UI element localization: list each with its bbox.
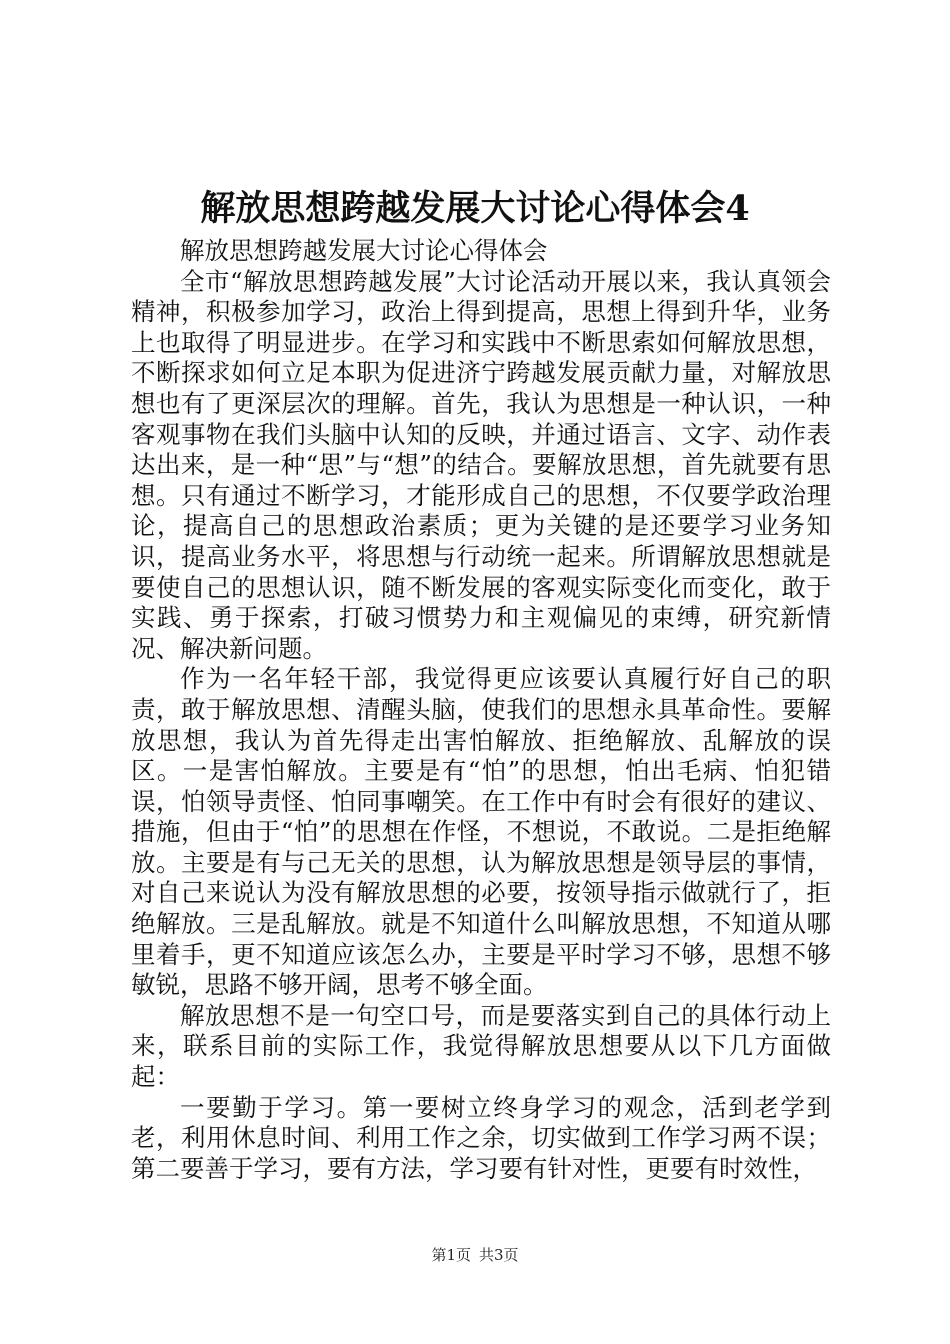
page-number: 第1页 xyxy=(431,1246,471,1264)
page-footer xyxy=(0,1245,950,1265)
paragraph: 全市“解放思想跨越发展”大讨论活动开展以来，我认真领会精神，积极参加学习，政治上得到提高，思想上得到升华，业务上也取得了明显进步。在学习和实践中不断思索如何解放思想，不断探求如何立足本职为促进济宁跨越发展贡献力量，对解放思想也有了更深层次的理解。首先，我认为思想是一种认识，一种客观事物在我们头脑中认知的反映，并通过语言、文字、动作表达出来，是一种“思”与“想”的结合。要解放思想，首先就要有思想。只有通过不断学习，才能形成自己的思想，不仅要学政治理论，提高自己的思想政治素质；更为关键的是还要学习业务知识，提高业务水平，将思想与行动统一起来。所谓解放思想就是要使自己的思想认识，随不断发展的客观实际变化而变化，敢于实践、勇于探索，打破习惯势力和主观偏见的束缚，研究新情况、解决新问题。 xyxy=(131,266,831,663)
page-total: 共3页 xyxy=(479,1246,519,1264)
paragraph-subtitle: 解放思想跨越发展大讨论心得体会 xyxy=(180,236,548,265)
paragraph: 解放思想不是一句空口号，而是要落实到自己的具体行动上来，联系目前的实际工作，我觉得解放思想要从以下几方面做起： xyxy=(131,1000,831,1092)
paragraph: 作为一名年轻干部，我觉得更应该要认真履行好自己的职责，敢于解放思想、清醒头脑，使我们的思想永具革命性。要解放思想，我认为首先得走出害怕解放、拒绝解放、乱解放的误区。一是害怕解放。主要是有“怕”的思想，怕出毛病、怕犯错误，怕领导责怪、怕同事嘲笑。在工作中有时会有很好的建议、措施，但由于“怕”的思想在作怪，不想说，不敢说。二是拒绝解放。主要是有与己无关的思想，认为解放思想是领导层的事情，对自己来说认为没有解放思想的必要，按领导指示做就行了，拒绝解放。三是乱解放。就是不知道什么叫解放思想，不知道从哪里着手，更不知道应该怎么办，主要是平时学习不够，思想不够敏锐，思路不够开阔，思考不够全面。 xyxy=(131,664,831,1000)
paragraph: 一要勤于学习。第一要树立终身学习的观念，活到老学到老，利用休息时间、利用工作之余，切实做到工作学习两不误；第二要善于学习，要有方法，学习要有针对性，更要有时效性， xyxy=(131,1092,831,1183)
document-body xyxy=(131,236,831,1184)
document-title: 解放思想跨越发展大讨论心得体会4 xyxy=(200,188,750,229)
